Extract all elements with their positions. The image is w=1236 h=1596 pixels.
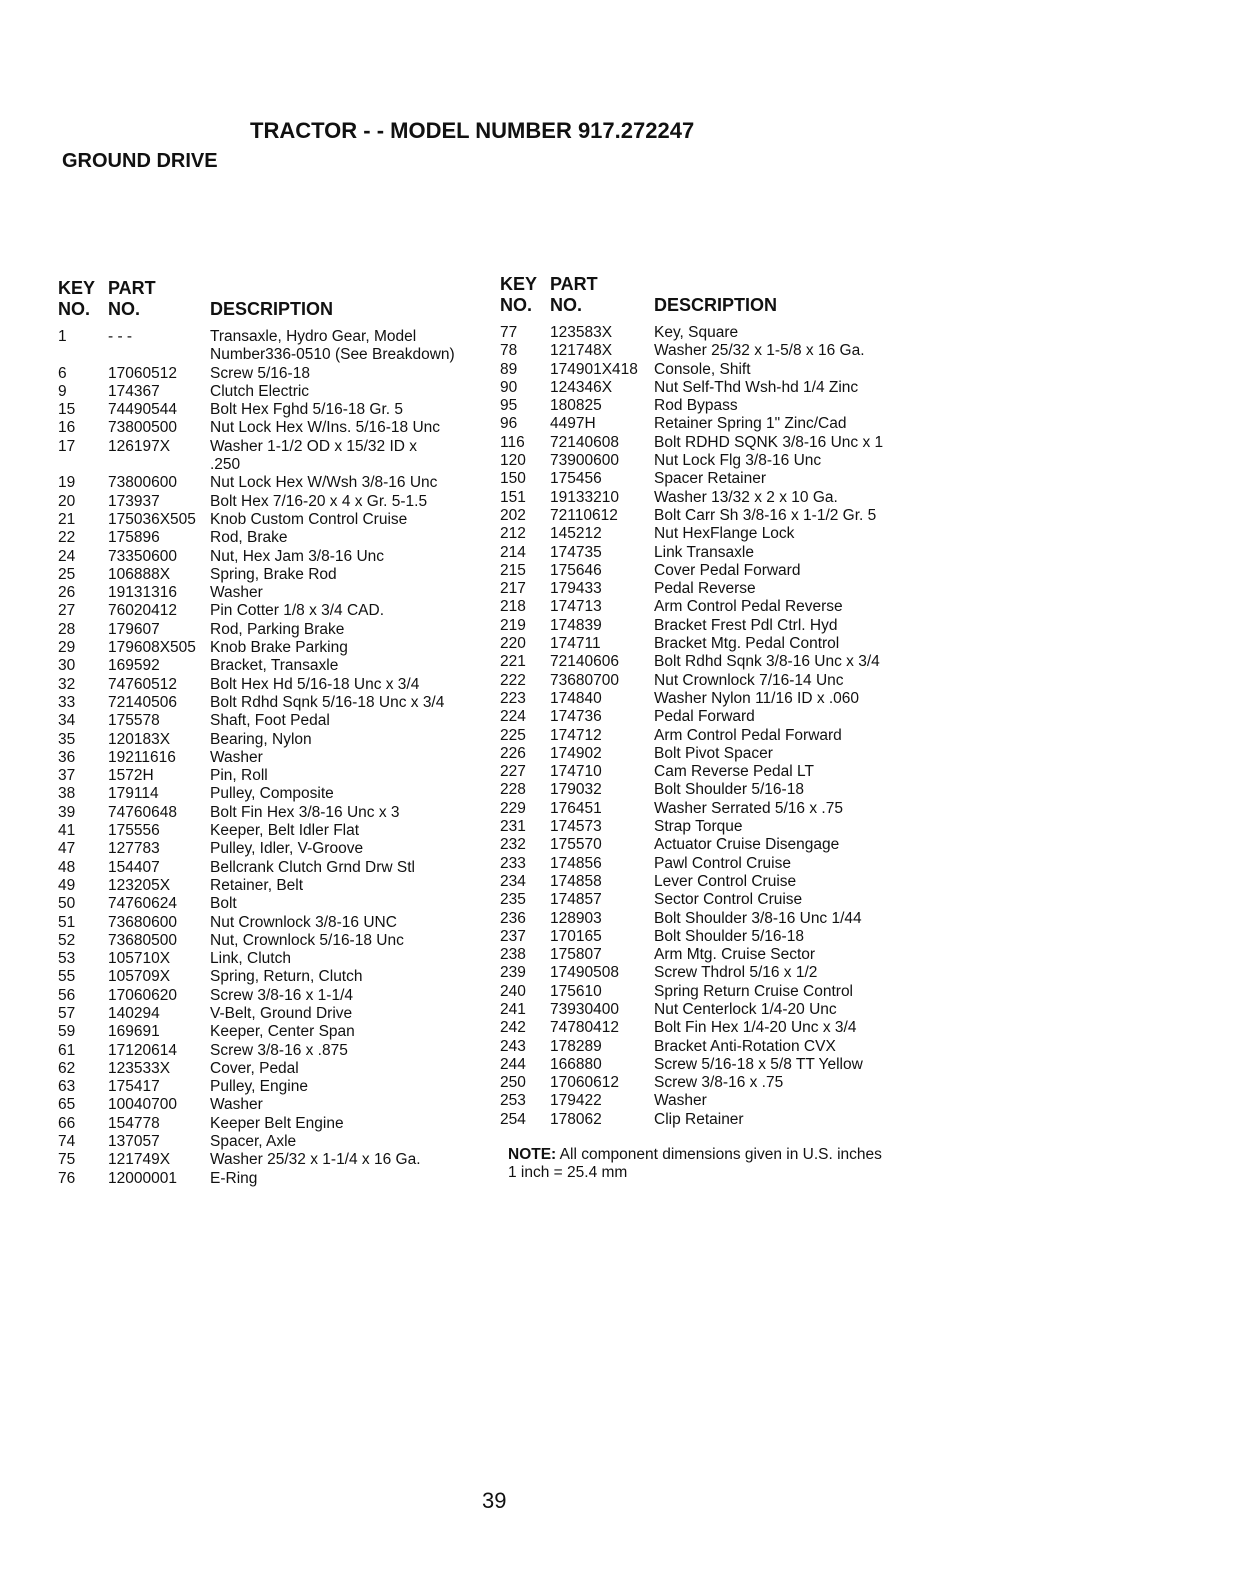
- note: [508, 1146, 882, 1183]
- part-number-cell: 175610: [550, 982, 602, 1000]
- part-number-cell: 73680700: [550, 671, 619, 689]
- key-cell: 49: [58, 876, 76, 894]
- key-cell: 57: [58, 1004, 76, 1022]
- key-cell: 238: [500, 946, 526, 964]
- part-number-cell: 73930400: [550, 1000, 619, 1018]
- description-cell: Pin, Roll: [210, 767, 268, 785]
- part-number-cell: 17060612: [550, 1074, 619, 1092]
- part-number-cell: 17120614: [108, 1041, 177, 1059]
- key-cell: 226: [500, 744, 526, 762]
- key-cell: 35: [58, 730, 76, 748]
- part-number-cell: 179433: [550, 580, 602, 598]
- description-cell: Console, Shift: [654, 360, 751, 378]
- part-number-cell: 72140506: [108, 693, 177, 711]
- description-cell: Link Transaxle: [654, 543, 754, 561]
- description-cell: Bearing, Nylon: [210, 730, 312, 748]
- description-cell: Rod, Brake: [210, 529, 288, 547]
- part-number-cell: 174573: [550, 818, 602, 836]
- part-number-cell: 166880: [550, 1055, 602, 1073]
- key-cell: 254: [500, 1110, 526, 1128]
- key-cell: 76: [58, 1169, 76, 1187]
- part-number-cell: 74780412: [550, 1019, 619, 1037]
- part-number-cell: 179608X505: [108, 639, 196, 657]
- key-cell: 1: [58, 328, 67, 345]
- description-cell: Transaxle, Hydro Gear, Model: [210, 328, 417, 345]
- description-cell: Nut Centerlock 1/4-20 Unc: [654, 1000, 837, 1018]
- part-number-cell: - - -: [108, 328, 133, 345]
- part-number-cell: 175456: [550, 470, 602, 488]
- key-cell: 25: [58, 565, 76, 583]
- part-number-cell: 17490508: [550, 964, 619, 982]
- description-cell: Bolt Fin Hex 1/4-20 Unc x 3/4: [654, 1019, 857, 1037]
- part-number-cell: 180825: [550, 397, 602, 415]
- description-cell: Shaft, Foot Pedal: [210, 712, 330, 730]
- key-cell: 52: [58, 931, 76, 949]
- header-key-line1: KEY: [58, 278, 96, 298]
- page-number: 39: [482, 1488, 507, 1513]
- part-number-cell: 179422: [550, 1092, 602, 1110]
- description-cell: Washer: [210, 748, 263, 766]
- part-number-cell: 178289: [550, 1037, 602, 1055]
- part-number-cell: 174839: [550, 616, 602, 634]
- key-cell: 21: [58, 510, 76, 528]
- description-cell: Washer 25/32 x 1-1/4 x 16 Ga.: [210, 1151, 421, 1169]
- key-cell: 74: [58, 1133, 76, 1151]
- part-number-cell: 174736: [550, 708, 602, 726]
- part-number-cell: 154407: [108, 858, 160, 876]
- part-number-cell: 175646: [550, 561, 602, 579]
- key-cell: 225: [500, 726, 526, 744]
- key-cell: 29: [58, 639, 76, 657]
- key-cell: 75: [58, 1151, 76, 1169]
- key-cell: 62: [58, 1059, 76, 1077]
- part-number-cell: 174735: [550, 543, 602, 561]
- description-cell: Arm Control Pedal Reverse: [654, 598, 843, 616]
- key-cell: 6: [58, 364, 67, 382]
- description-cell: Bracket Mtg. Pedal Control: [654, 635, 840, 653]
- key-cell: 96: [500, 415, 518, 433]
- description-cell: Bolt Fin Hex 3/8-16 Unc x 3: [210, 803, 400, 821]
- key-cell: 95: [500, 397, 518, 415]
- part-number-cell: 74760624: [108, 895, 177, 913]
- part-number-cell: 19131316: [108, 584, 177, 602]
- description-cell: Retainer, Belt: [210, 876, 304, 894]
- description-cell: Bolt Hex Fghd 5/16-18 Gr. 5: [210, 401, 403, 419]
- key-cell: 228: [500, 781, 526, 799]
- key-cell: 47: [58, 840, 76, 858]
- description-cell: Bolt Carr Sh 3/8-16 x 1-1/2 Gr. 5: [654, 506, 877, 524]
- key-cell: 218: [500, 598, 526, 616]
- key-cell: 233: [500, 854, 526, 872]
- description-cell: Nut, Hex Jam 3/8-16 Unc: [210, 547, 385, 565]
- part-number-cell: 174901X418: [550, 360, 638, 378]
- description-cell: Nut Lock Hex W/Wsh 3/8-16 Unc: [210, 474, 438, 492]
- key-cell: 55: [58, 968, 76, 986]
- part-number-cell: 12000001: [108, 1169, 177, 1187]
- header-key-line2: NO.: [500, 295, 533, 315]
- part-number-cell: 179114: [108, 785, 159, 803]
- description-cell: Bolt: [210, 895, 237, 913]
- key-cell: 15: [58, 401, 76, 419]
- description-cell: Spring Return Cruise Control: [654, 982, 854, 1000]
- key-cell: 227: [500, 763, 526, 781]
- part-number-cell: 175896: [108, 529, 160, 547]
- key-cell: 32: [58, 675, 76, 693]
- key-cell: 232: [500, 836, 526, 854]
- part-number-cell: 137057: [108, 1133, 160, 1151]
- key-cell: 20: [58, 492, 76, 510]
- key-cell: 235: [500, 891, 526, 909]
- part-number-cell: 19133210: [550, 488, 619, 506]
- description-cell: Strap Torque: [654, 818, 743, 836]
- key-cell: 33: [58, 693, 76, 711]
- description-cell: Bracket Frest Pdl Ctrl. Hyd: [654, 616, 838, 634]
- description-cell: Washer: [210, 1096, 263, 1114]
- header-part-line1: PART: [550, 274, 598, 294]
- part-number-cell: 74490544: [108, 401, 177, 419]
- key-cell: 34: [58, 712, 76, 730]
- key-cell: 26: [58, 584, 76, 602]
- key-cell: 63: [58, 1078, 76, 1096]
- description-cell: Pawl Control Cruise: [654, 854, 791, 872]
- description-cell: Spacer, Axle: [210, 1133, 297, 1151]
- part-number-cell: 174902: [550, 744, 602, 762]
- key-cell: 37: [58, 767, 76, 785]
- part-number-cell: 174857: [550, 891, 602, 909]
- description-cell: Screw 3/8-16 x 1-1/4: [210, 986, 354, 1004]
- part-number-cell: 175570: [550, 836, 602, 854]
- part-number-cell: 178062: [550, 1110, 602, 1128]
- description-cell: Lever Control Cruise: [654, 872, 797, 890]
- header-key-line1: KEY: [500, 274, 538, 294]
- description-cell: Clip Retainer: [654, 1110, 744, 1128]
- description-cell: Washer 25/32 x 1-5/8 x 16 Ga.: [654, 342, 865, 360]
- part-number-cell: 76020412: [108, 602, 177, 620]
- part-number-cell: 175036X505: [108, 510, 196, 528]
- key-cell: 239: [500, 964, 526, 982]
- description-cell: Sector Control Cruise: [654, 891, 803, 909]
- header-key-line2: NO.: [58, 299, 91, 319]
- part-number-cell: 73680500: [108, 931, 177, 949]
- description-cell: Retainer Spring 1" Zinc/Cad: [654, 415, 847, 433]
- part-number-cell: 170165: [550, 927, 602, 945]
- description-cell: Bellcrank Clutch Grnd Drw Stl: [210, 858, 416, 876]
- key-cell: 30: [58, 657, 76, 675]
- key-cell: 215: [500, 561, 526, 579]
- part-number-cell: 73800600: [108, 474, 177, 492]
- key-cell: 244: [500, 1055, 526, 1073]
- key-cell: 221: [500, 653, 526, 671]
- key-cell: 61: [58, 1041, 76, 1059]
- part-number-cell: 174367: [108, 382, 160, 400]
- description-cell: Screw 3/8-16 x .75: [654, 1074, 784, 1092]
- description-cell: Screw Thdrol 5/16 x 1/2: [654, 964, 818, 982]
- part-number-cell: 154778: [108, 1114, 160, 1132]
- key-cell: 51: [58, 913, 76, 931]
- key-cell: 77: [500, 324, 518, 341]
- description-cell: Nut, Crownlock 5/16-18 Unc: [210, 931, 404, 949]
- description-cell: Knob Custom Control Cruise: [210, 510, 408, 528]
- description-cell: Pin Cotter 1/8 x 3/4 CAD.: [210, 602, 385, 620]
- description-cell: Spring, Return, Clutch: [210, 968, 363, 986]
- key-cell: 214: [500, 543, 526, 561]
- key-cell: 250: [500, 1074, 526, 1092]
- key-cell: 116: [500, 433, 525, 451]
- description-cell: Bracket, Transaxle: [210, 657, 339, 675]
- description-cell: Bolt Shoulder 3/8-16 Unc 1/44: [654, 909, 862, 927]
- key-cell: 78: [500, 342, 518, 360]
- description-cell: Bolt Hex 7/16-20 x 4 x Gr. 5-1.5: [210, 492, 428, 510]
- part-number-cell: 124346X: [550, 378, 613, 396]
- key-cell: 242: [500, 1019, 526, 1037]
- header-part-line2: NO.: [550, 295, 583, 315]
- description-cell: Rod Bypass: [654, 397, 738, 415]
- part-number-cell: 127783: [108, 840, 160, 858]
- description-cell: Pulley, Engine: [210, 1078, 308, 1096]
- part-number-cell: 106888X: [108, 565, 171, 583]
- part-number-cell: 169691: [108, 1023, 160, 1041]
- key-cell: 56: [58, 986, 76, 1004]
- description-cell: Clutch Electric: [210, 382, 310, 400]
- description-cell: Pedal Reverse: [654, 580, 756, 598]
- part-number-cell: 179032: [550, 781, 602, 799]
- key-cell: 16: [58, 419, 76, 437]
- key-cell: 17: [58, 437, 76, 455]
- key-cell: 36: [58, 748, 76, 766]
- part-number-cell: 174856: [550, 854, 602, 872]
- key-cell: 9: [58, 382, 67, 400]
- description-cell: Bolt Shoulder 5/16-18: [654, 781, 804, 799]
- part-number-cell: 121749X: [108, 1151, 171, 1169]
- part-number-cell: 105710X: [108, 950, 171, 968]
- key-cell: 241: [500, 1000, 526, 1018]
- description-cell: Washer 13/32 x 2 x 10 Ga.: [654, 488, 838, 506]
- description-cell: E-Ring: [210, 1169, 258, 1187]
- key-cell: 24: [58, 547, 76, 565]
- description-cell: .250: [210, 456, 241, 474]
- part-number-cell: 74760648: [108, 803, 177, 821]
- key-cell: 38: [58, 785, 76, 803]
- description-cell: Keeper, Belt Idler Flat: [210, 822, 360, 840]
- description-cell: Washer: [210, 584, 263, 602]
- part-number-cell: 72110612: [550, 506, 618, 524]
- description-cell: Spring, Brake Rod: [210, 565, 337, 583]
- part-number-cell: 174712: [550, 726, 602, 744]
- key-cell: 22: [58, 529, 76, 547]
- part-number-cell: 145212: [550, 525, 602, 543]
- part-number-cell: 175556: [108, 822, 160, 840]
- page-title: TRACTOR - - MODEL NUMBER 917.272247: [250, 118, 695, 143]
- part-number-cell: 10040700: [108, 1096, 177, 1114]
- part-number-cell: 1572H: [108, 767, 154, 785]
- part-number-cell: 4497H: [550, 415, 596, 433]
- description-cell: V-Belt, Ground Drive: [210, 1004, 353, 1022]
- note-line2: 1 inch = 25.4 mm: [508, 1164, 628, 1182]
- key-cell: 231: [500, 818, 526, 836]
- part-number-cell: 72140606: [550, 653, 619, 671]
- part-number-cell: 174710: [550, 763, 602, 781]
- description-cell: Link, Clutch: [210, 950, 291, 968]
- part-number-cell: 72140608: [550, 433, 619, 451]
- key-cell: 151: [500, 488, 526, 506]
- description-cell: Washer Nylon 11/16 ID x .060: [654, 689, 860, 707]
- key-cell: 65: [58, 1096, 76, 1114]
- description-cell: Spacer Retainer: [654, 470, 767, 488]
- part-number-cell: 17060620: [108, 986, 177, 1004]
- description-cell: Washer Serrated 5/16 x .75: [654, 799, 843, 817]
- part-number-cell: 175578: [108, 712, 160, 730]
- part-number-cell: 175417: [108, 1078, 160, 1096]
- note-text: All component dimensions given in U.S. inches: [556, 1146, 882, 1163]
- description-cell: Screw 5/16-18 x 5/8 TT Yellow: [654, 1055, 863, 1073]
- part-number-cell: 19211616: [108, 748, 176, 766]
- part-number-cell: 105709X: [108, 968, 171, 986]
- description-cell: Bolt Rdhd Sqnk 3/8-16 Unc x 3/4: [654, 653, 880, 671]
- header-part-line2: NO.: [108, 299, 141, 319]
- part-number-cell: 174711: [550, 635, 601, 653]
- description-cell: Cover, Pedal: [210, 1059, 299, 1077]
- part-number-cell: 175807: [550, 946, 602, 964]
- description-cell: Knob Brake Parking: [210, 639, 348, 657]
- part-number-cell: 73900600: [550, 452, 619, 470]
- description-cell: Bolt RDHD SQNK 3/8-16 Unc x 1: [654, 433, 884, 451]
- key-cell: 243: [500, 1037, 526, 1055]
- key-cell: 39: [58, 803, 76, 821]
- description-cell: Bolt Hex Hd 5/16-18 Unc x 3/4: [210, 675, 420, 693]
- description-cell: Nut Lock Flg 3/8-16 Unc: [654, 452, 822, 470]
- key-cell: 212: [500, 525, 526, 543]
- description-cell: Pulley, Composite: [210, 785, 334, 803]
- key-cell: 222: [500, 671, 526, 689]
- key-cell: 120: [500, 452, 526, 470]
- key-cell: 237: [500, 927, 526, 945]
- key-cell: 229: [500, 799, 526, 817]
- key-cell: 41: [58, 822, 76, 840]
- part-number-cell: 174840: [550, 689, 602, 707]
- description-cell: Screw 3/8-16 x .875: [210, 1041, 348, 1059]
- part-number-cell: 123583X: [550, 324, 613, 341]
- part-number-cell: 121748X: [550, 342, 613, 360]
- part-number-cell: 173937: [108, 492, 160, 510]
- part-number-cell: 123205X: [108, 876, 171, 894]
- description-cell: Washer 1-1/2 OD x 15/32 ID x: [210, 437, 418, 455]
- key-cell: 48: [58, 858, 76, 876]
- key-cell: 236: [500, 909, 526, 927]
- key-cell: 220: [500, 635, 526, 653]
- part-number-cell: 73680600: [108, 913, 177, 931]
- key-cell: 234: [500, 872, 526, 890]
- part-number-cell: 128903: [550, 909, 602, 927]
- key-cell: 66: [58, 1114, 76, 1132]
- key-cell: 217: [500, 580, 526, 598]
- key-cell: 150: [500, 470, 526, 488]
- description-cell: Actuator Cruise Disengage: [654, 836, 840, 854]
- part-number-cell: 17060512: [108, 364, 177, 382]
- description-cell: Screw 5/16-18: [210, 364, 310, 382]
- description-cell: Keeper, Center Span: [210, 1023, 355, 1041]
- description-cell: Arm Control Pedal Forward: [654, 726, 842, 744]
- header-description: DESCRIPTION: [210, 299, 334, 319]
- key-cell: 219: [500, 616, 526, 634]
- description-cell: Bracket Anti-Rotation CVX: [654, 1037, 836, 1055]
- description-cell: Key, Square: [654, 324, 739, 341]
- key-cell: 27: [58, 602, 76, 620]
- description-cell: Rod, Parking Brake: [210, 620, 345, 638]
- description-cell: Nut Crownlock 3/8-16 UNC: [210, 913, 397, 931]
- header-part-line1: PART: [108, 278, 156, 298]
- key-cell: 50: [58, 895, 76, 913]
- key-cell: 90: [500, 378, 518, 396]
- description-cell: Nut Self-Thd Wsh-hd 1/4 Zinc: [654, 378, 859, 396]
- description-cell: Nut HexFlange Lock: [654, 525, 795, 543]
- key-cell: 53: [58, 950, 76, 968]
- header-description: DESCRIPTION: [654, 295, 778, 315]
- part-number-cell: 73350600: [108, 547, 177, 565]
- part-number-cell: 176451: [550, 799, 602, 817]
- part-number-cell: 169592: [108, 657, 160, 675]
- description-cell: Nut Crownlock 7/16-14 Unc: [654, 671, 844, 689]
- key-cell: 28: [58, 620, 76, 638]
- key-cell: 253: [500, 1092, 526, 1110]
- key-cell: 89: [500, 360, 518, 378]
- key-cell: 223: [500, 689, 526, 707]
- part-number-cell: 174858: [550, 872, 602, 890]
- key-cell: 240: [500, 982, 526, 1000]
- description-cell: Pedal Forward: [654, 708, 755, 726]
- description-cell: Bolt Shoulder 5/16-18: [654, 927, 804, 945]
- description-cell: Number336-0510 (See Breakdown): [210, 346, 455, 364]
- part-number-cell: 126197X: [108, 437, 171, 455]
- description-cell: Bolt Pivot Spacer: [654, 744, 773, 762]
- description-cell: Nut Lock Hex W/Ins. 5/16-18 Unc: [210, 419, 441, 437]
- part-number-cell: 123533X: [108, 1059, 171, 1077]
- part-number-cell: 174713: [550, 598, 602, 616]
- part-number-cell: 179607: [108, 620, 160, 638]
- description-cell: Pulley, Idler, V-Groove: [210, 840, 364, 858]
- description-cell: Cover Pedal Forward: [654, 561, 801, 579]
- part-number-cell: 73800500: [108, 419, 177, 437]
- description-cell: Bolt Rdhd Sqnk 5/16-18 Unc x 3/4: [210, 693, 445, 711]
- key-cell: 59: [58, 1023, 76, 1041]
- key-cell: 19: [58, 474, 76, 492]
- note-label: NOTE:: [508, 1146, 557, 1163]
- section-title: GROUND DRIVE: [62, 150, 218, 172]
- description-cell: Keeper Belt Engine: [210, 1114, 344, 1132]
- key-cell: 202: [500, 506, 526, 524]
- part-number-cell: 140294: [108, 1004, 160, 1022]
- description-cell: Cam Reverse Pedal LT: [654, 763, 814, 781]
- description-cell: Arm Mtg. Cruise Sector: [654, 946, 816, 964]
- part-number-cell: 120183X: [108, 730, 171, 748]
- part-number-cell: 74760512: [108, 675, 177, 693]
- description-cell: Washer: [654, 1092, 707, 1110]
- key-cell: 224: [500, 708, 526, 726]
